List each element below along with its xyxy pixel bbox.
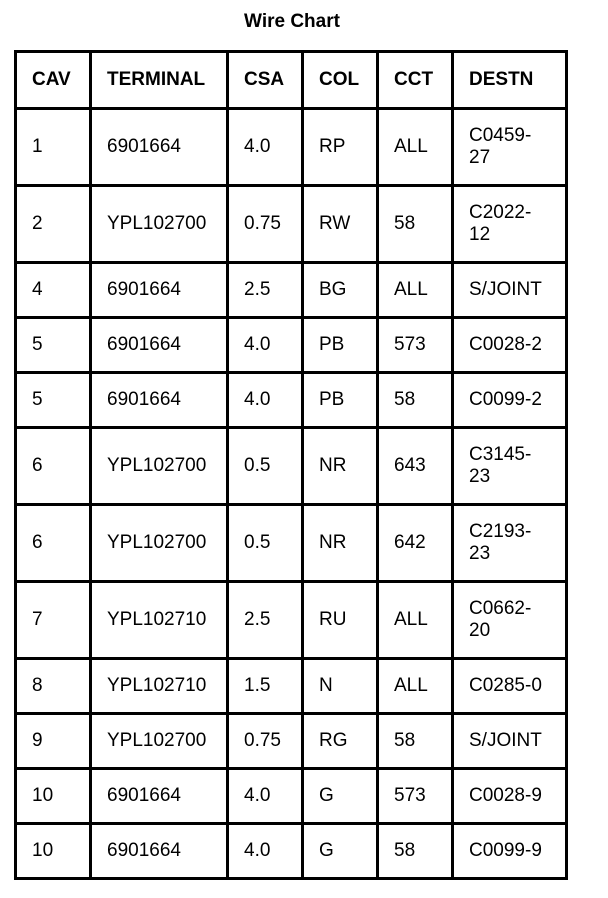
table-row <box>16 186 567 263</box>
cell-col: N <box>303 659 378 714</box>
cell-cct: 643 <box>378 428 453 505</box>
cell-cct: ALL <box>378 263 453 318</box>
cell-cct: ALL <box>378 109 453 186</box>
cell-destn: C0459- 27 <box>453 109 567 186</box>
table-row <box>16 263 567 318</box>
cell-cav: 2 <box>16 186 91 263</box>
cell-terminal: YPL102700 <box>91 714 228 769</box>
cell-terminal: 6901664 <box>91 263 228 318</box>
cell-csa: 1.5 <box>228 659 303 714</box>
cell-csa: 0.75 <box>228 714 303 769</box>
header-destn: DESTN <box>453 52 567 109</box>
table-row <box>16 769 567 824</box>
table-body <box>16 109 567 879</box>
cell-cct: 58 <box>378 714 453 769</box>
cell-cav: 10 <box>16 824 91 879</box>
cell-col: RP <box>303 109 378 186</box>
cell-cct: 573 <box>378 769 453 824</box>
cell-destn: C0099-2 <box>453 373 567 428</box>
table-row <box>16 824 567 879</box>
cell-cct: ALL <box>378 582 453 659</box>
cell-destn: S/JOINT <box>453 714 567 769</box>
cell-cav: 8 <box>16 659 91 714</box>
header-cav: CAV <box>16 52 91 109</box>
cell-cct: 642 <box>378 505 453 582</box>
header-csa: CSA <box>228 52 303 109</box>
cell-csa: 4.0 <box>228 373 303 428</box>
header-cct: CCT <box>378 52 453 109</box>
cell-csa: 2.5 <box>228 263 303 318</box>
cell-cav: 4 <box>16 263 91 318</box>
cell-col: BG <box>303 263 378 318</box>
cell-csa: 0.75 <box>228 186 303 263</box>
cell-terminal: 6901664 <box>91 769 228 824</box>
cell-cct: ALL <box>378 659 453 714</box>
cell-destn: C0662- 20 <box>453 582 567 659</box>
cell-terminal: YPL102710 <box>91 582 228 659</box>
cell-destn: C0028-2 <box>453 318 567 373</box>
cell-destn: C2022- 12 <box>453 186 567 263</box>
chart-title: Wire Chart <box>244 11 340 32</box>
cell-col: RU <box>303 582 378 659</box>
table-row <box>16 109 567 186</box>
cell-cav: 5 <box>16 318 91 373</box>
cell-cav: 10 <box>16 769 91 824</box>
table-row <box>16 714 567 769</box>
cell-terminal: YPL102700 <box>91 505 228 582</box>
cell-destn: C2193- 23 <box>453 505 567 582</box>
cell-cav: 5 <box>16 373 91 428</box>
cell-cav: 7 <box>16 582 91 659</box>
cell-csa: 4.0 <box>228 109 303 186</box>
cell-col: RG <box>303 714 378 769</box>
cell-terminal: YPL102700 <box>91 428 228 505</box>
cell-terminal: 6901664 <box>91 109 228 186</box>
cell-terminal: YPL102700 <box>91 186 228 263</box>
cell-col: G <box>303 769 378 824</box>
header-terminal: TERMINAL <box>91 52 228 109</box>
cell-col: G <box>303 824 378 879</box>
cell-destn: C3145- 23 <box>453 428 567 505</box>
cell-col: PB <box>303 318 378 373</box>
cell-cct: 573 <box>378 318 453 373</box>
table-row <box>16 373 567 428</box>
cell-cav: 9 <box>16 714 91 769</box>
cell-csa: 0.5 <box>228 428 303 505</box>
cell-csa: 4.0 <box>228 824 303 879</box>
cell-terminal: YPL102710 <box>91 659 228 714</box>
table-row <box>16 428 567 505</box>
cell-destn: S/JOINT <box>453 263 567 318</box>
cell-destn: C0028-9 <box>453 769 567 824</box>
cell-csa: 4.0 <box>228 318 303 373</box>
cell-col: PB <box>303 373 378 428</box>
table-row <box>16 505 567 582</box>
table-row <box>16 318 567 373</box>
cell-csa: 4.0 <box>228 769 303 824</box>
cell-cct: 58 <box>378 186 453 263</box>
table-row <box>16 659 567 714</box>
cell-terminal: 6901664 <box>91 318 228 373</box>
cell-terminal: 6901664 <box>91 824 228 879</box>
header-col: COL <box>303 52 378 109</box>
cell-csa: 0.5 <box>228 505 303 582</box>
cell-cav: 6 <box>16 428 91 505</box>
cell-destn: C0285-0 <box>453 659 567 714</box>
cell-destn: C0099-9 <box>453 824 567 879</box>
header-row <box>16 52 567 109</box>
cell-cav: 1 <box>16 109 91 186</box>
cell-cct: 58 <box>378 824 453 879</box>
cell-col: RW <box>303 186 378 263</box>
cell-cav: 6 <box>16 505 91 582</box>
cell-csa: 2.5 <box>228 582 303 659</box>
cell-terminal: 6901664 <box>91 373 228 428</box>
cell-col: NR <box>303 428 378 505</box>
cell-col: NR <box>303 505 378 582</box>
table-row <box>16 582 567 659</box>
wire-chart-table <box>14 50 568 880</box>
cell-cct: 58 <box>378 373 453 428</box>
